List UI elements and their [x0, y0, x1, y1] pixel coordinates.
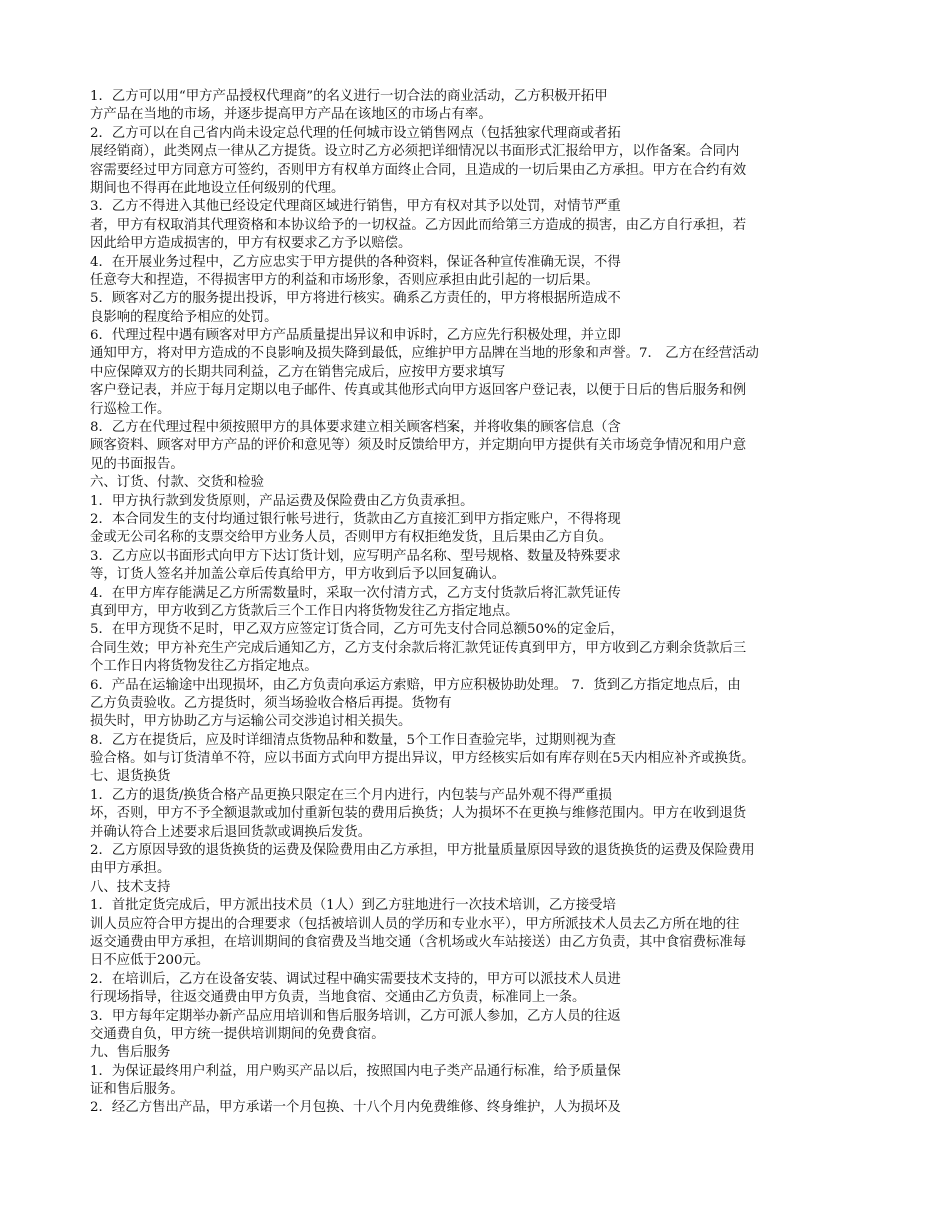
text-line: 5．顾客对乙方的服务提出投诉，甲方将进行核实。确系乙方责任的，甲方将根据所造成不 [90, 291, 621, 307]
text-line: 1．首批定货完成后，甲方派出技术员（1人）到乙方驻地进行一次技术培训，乙方接受培 [90, 898, 616, 914]
text-line: 5．在甲方现货不足时，甲乙双方应签定订货合同，乙方可先支付合同总额50%的定金后， [90, 622, 624, 638]
text-line: 1．乙方可以用“甲方产品授权代理商”的名义进行一切合法的商业活动，乙方积极开拓甲 [90, 89, 608, 104]
text-line: 行现场指导，往返交通费由甲方负责，当地食宿、交通由乙方负责，标准同上一条。 [90, 990, 586, 1006]
text-line: 乙方负责验收。乙方提货时，须当场验收合格后再提。货物有 [90, 695, 452, 711]
text-line: 个工作日内将货物发往乙方指定地点。 [90, 659, 318, 675]
text-line: 3．乙方应以书面形式向甲方下达订货计划，应写明产品名称、型号规格、数量及特殊要求 [90, 548, 621, 564]
text-line: 者，甲方有权取消其代理资格和本协议给予的一切权益。乙方因此而给第三方造成的损害，由乙方自行承担，若 [90, 217, 747, 233]
text-line: 通知甲方，将对甲方造成的不良影响及损失降到最低，应维护甲方品牌在当地的形象和声誉。7． 乙方在经营活动 [90, 346, 759, 362]
text-line: 6．产品在运输途中出现损坏，由乙方负责向承运方索赔，甲方应积极协助处理。 7．货到乙方指定地点后，由 [90, 677, 741, 693]
text-line: 合同生效；甲方补充生产完成后通知乙方，乙方支付余款后将汇款凭证传真到甲方，甲方收到乙方剩余货款后三 [90, 640, 747, 656]
text-line: 证和售后服务。 [90, 1082, 184, 1098]
text-line: 良影响的程度给予相应的处罚。 [90, 309, 278, 325]
text-line: 8．乙方在代理过程中须按照甲方的具体要求建立相关顾客档案，并将收集的顾客信息（含 [90, 420, 621, 436]
text-line: 容需要经过甲方同意方可签约，否则甲方有权单方面终止合同，且造成的一切后果由乙方承担。甲方在合约有效 [90, 162, 747, 178]
text-line: 八、技术支持 [90, 879, 171, 895]
text-line: 七、退货换货 [90, 769, 171, 785]
text-line: 任意夸大和捏造，不得损害甲方的利益和市场形象，否则应承担由此引起的一切后果。 [90, 272, 599, 288]
text-line: 6．代理过程中遇有顾客对甲方产品质量提出异议和申诉时，乙方应先行积极处理，并立即 [90, 328, 621, 344]
document-body [90, 88, 862, 1118]
text-line: 损失时，甲方协助乙方与运输公司交涉追讨相关损失。 [90, 714, 412, 730]
text-line: 坏，否则，甲方不予全额退款或加付重新包装的费用后换货；人为损坏不在更换与维修范围内。甲方在收到退货 [90, 806, 747, 822]
text-line: 训人员应符合甲方提出的合理要求（包括被培训人员的学历和专业水平），甲方所派技术人员去乙方所在地的往 [90, 916, 740, 932]
text-line: 3．甲方每年定期举办新产品应用培训和售后服务培训，乙方可派人参加，乙方人员的往返 [90, 1008, 621, 1024]
text-line: 4．在甲方库存能满足乙方所需数量时，采取一次付清方式，乙方支付货款后将汇款凭证传 [90, 585, 621, 601]
text-line: 因此给甲方造成损害的，甲方有权要求乙方予以赔偿。 [90, 236, 412, 252]
text-line: 2．在培训后，乙方在设备安装、调试过程中确实需要技术支持的，甲方可以派技术人员进 [90, 971, 621, 987]
text-line: 由甲方承担。 [90, 861, 171, 877]
text-line: 验合格。如与订货清单不符，应以书面方式向甲方提出异议，甲方经核实后如有库存则在5天内相应补齐或换货。 [90, 751, 755, 767]
text-line: 交通费自负，甲方统一提供培训期间的免费食宿。 [90, 1026, 385, 1042]
text-line: 4．在开展业务过程中，乙方应忠实于甲方提供的各种资料，保证各种宣传准确无误，不得 [90, 254, 621, 270]
text-line: 并确认符合上述要求后退回货款或调换后发货。 [90, 824, 372, 840]
text-line: 九、售后服务 [90, 1045, 171, 1061]
text-line: 客户登记表，并应于每月定期以电子邮件、传真或其他形式向甲方返回客户登记表，以便于日后的售后服务和例 [90, 383, 747, 399]
text-line: 1．乙方的退货/换货合格产品更换只限定在三个月内进行，内包装与产品外观不得严重损 [90, 787, 612, 803]
text-line: 2．本合同发生的支付均通过银行帐号进行，货款由乙方直接汇到甲方指定账户，不得将现 [90, 511, 621, 527]
text-line: 1．甲方执行款到发货原则，产品运费及保险费由乙方负责承担。 [90, 493, 474, 509]
text-line: 中应保障双方的长期共同利益，乙方在销售完成后，应按甲方要求填写 [90, 364, 506, 380]
text-line: 期间也不得再在此地设立任何级别的代理。 [90, 180, 345, 196]
text-line: 六、订货、付款、交货和检验 [90, 475, 265, 491]
text-line: 2．乙方原因导致的退货换货的运费及保险费用由乙方承担，甲方批量质量原因导致的退货换货的运费及保险费用 [90, 843, 755, 859]
text-line: 见的书面报告。 [90, 456, 184, 472]
text-line: 2．乙方可以在自己省内尚未设定总代理的任何城市设立销售网点（包括独家代理商或者拓 [90, 125, 621, 141]
text-line: 等，订货人签名并加盖公章后传真给甲方，甲方收到后予以回复确认。 [90, 567, 506, 583]
text-line: 顾客资料、顾客对甲方产品的评价和意见等）须及时反馈给甲方，并定期向甲方提供有关市场竞争情况和用户意 [90, 438, 747, 454]
text-line: 行巡检工作。 [90, 401, 171, 417]
text-line: 日不应低于200元。 [90, 953, 210, 969]
text-line: 2．经乙方售出产品，甲方承诺一个月包换、十八个月内免费维修、终身维护，人为损坏及 [90, 1100, 621, 1116]
text-line: 1．为保证最终用户利益，用户购买产品以后，按照国内电子类产品通行标准，给予质量保 [90, 1063, 621, 1079]
text-line: 真到甲方，甲方收到乙方货款后三个工作日内将货物发往乙方指定地点。 [90, 603, 519, 619]
text-line: 展经销商），此类网点一律从乙方提货。设立时乙方必须把详细情况以书面形式汇报给甲方，以作备案。合同内 [90, 144, 740, 160]
text-line: 方产品在当地的市场，并逐步提高甲方产品在该地区的市场占有率。 [90, 107, 492, 123]
text-line: 3．乙方不得进入其他已经设定代理商区域进行销售，甲方有权对其予以处罚，对情节严重 [90, 199, 621, 215]
text-line: 返交通费由甲方承担，在培训期间的食宿费及当地交通（含机场或火车站接送）由乙方负责，其中食宿费标准每 [90, 934, 747, 950]
text-line: 8．乙方在提货后，应及时详细清点货物品种和数量，5个工作日查验完毕，过期则视为查 [90, 732, 616, 748]
text-line: 金或无公司名称的支票交给甲方业务人员，否则甲方有权拒绝发货，且后果由乙方自负。 [90, 530, 613, 546]
